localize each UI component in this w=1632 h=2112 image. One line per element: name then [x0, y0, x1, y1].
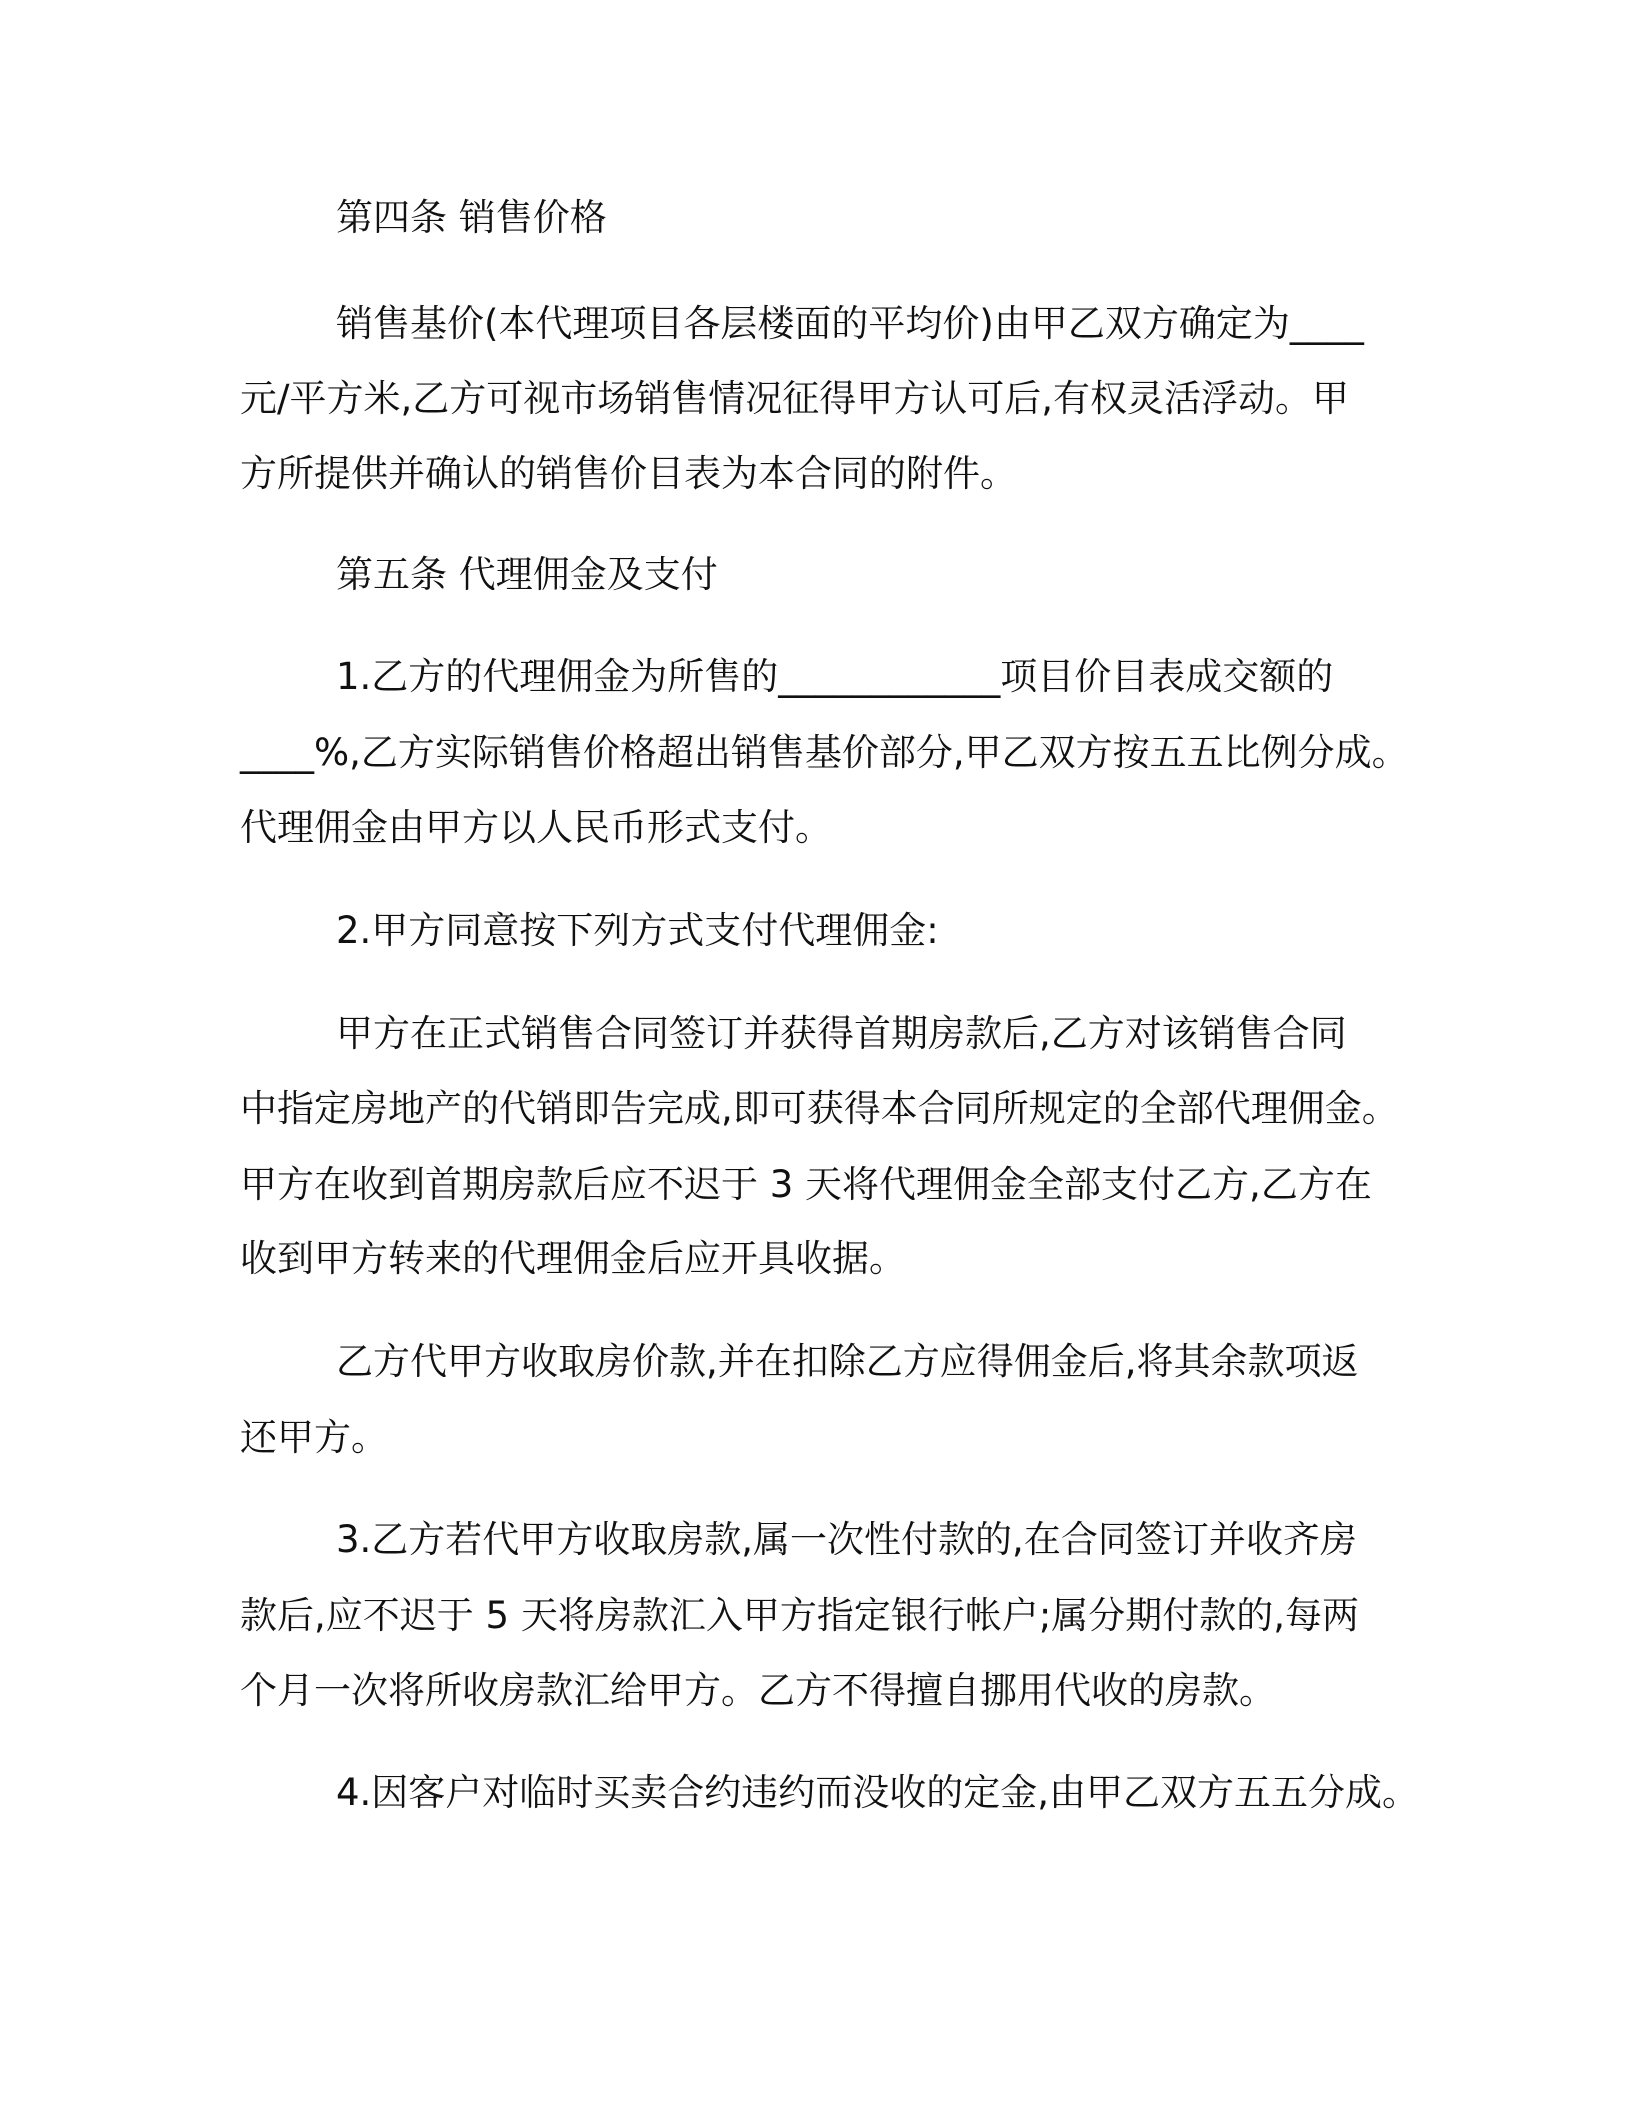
paragraph-line: 款后,应不迟于 5 天将房款汇入甲方指定银行帐户;属分期付款的,每两: [240, 1594, 1360, 1637]
paragraph-line: 收到甲方转来的代理佣金后应开具收据。: [240, 1237, 906, 1280]
paragraph-line: 还甲方。: [240, 1416, 388, 1459]
paragraph-line: 代理佣金由甲方以人民币形式支付。: [240, 806, 832, 849]
paragraph-line: 个月一次将所收房款汇给甲方。乙方不得擅自挪用代收的房款。: [240, 1669, 1276, 1712]
paragraph-line: ____%,乙方实际销售价格超出销售基价部分,甲乙双方按五五比例分成。: [240, 731, 1409, 774]
paragraph-line: 甲方在正式销售合同签订并获得首期房款后,乙方对该销售合同: [336, 1012, 1347, 1055]
paragraph-line: 中指定房地产的代销即告完成,即可获得本合同所规定的全部代理佣金。: [240, 1087, 1399, 1130]
paragraph-line: 元/平方米,乙方可视市场销售情况征得甲方认可后,有权灵活浮动。甲: [240, 377, 1349, 420]
article-5-heading: 第五条 代理佣金及支付: [336, 553, 718, 596]
article-4-heading: 第四条 销售价格: [336, 196, 607, 239]
paragraph-line: 1.乙方的代理佣金为所售的____________项目价目表成交额的: [336, 655, 1334, 698]
paragraph-line: 方所提供并确认的销售价目表为本合同的附件。: [240, 452, 1017, 495]
paragraph-line: 3.乙方若代甲方收取房款,属一次性付款的,在合同签订并收齐房: [336, 1518, 1357, 1561]
paragraph-line: 4.因客户对临时买卖合约违约而没收的定金,由甲乙双方五五分成。: [336, 1771, 1420, 1814]
paragraph-line: 乙方代甲方收取房价款,并在扣除乙方应得佣金后,将其余款项返: [336, 1340, 1359, 1383]
paragraph-line: 销售基价(本代理项目各层楼面的平均价)由甲乙双方确定为____: [336, 302, 1364, 345]
paragraph-line: 甲方在收到首期房款后应不迟于 3 天将代理佣金全部支付乙方,乙方在: [240, 1163, 1372, 1206]
paragraph-line: 2.甲方同意按下列方式支付代理佣金:: [336, 909, 939, 952]
